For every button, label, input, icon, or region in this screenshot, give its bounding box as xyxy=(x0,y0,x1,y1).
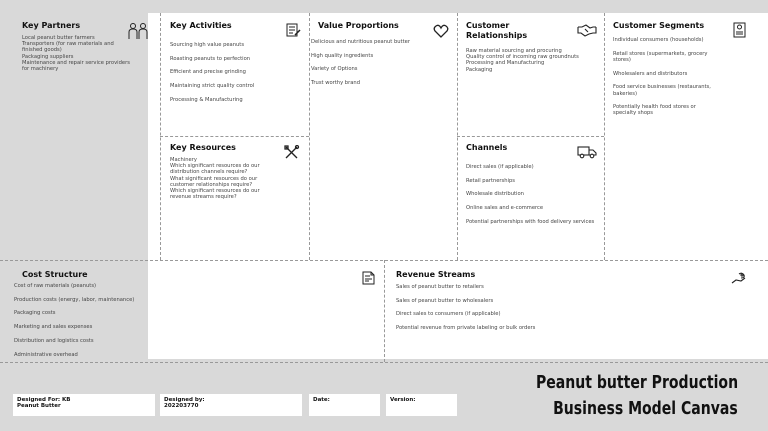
list-item: Direct sales (if applicable) xyxy=(466,164,534,170)
list-item: Packaging xyxy=(466,66,493,73)
key-partners-list xyxy=(22,35,132,72)
heart-icon xyxy=(433,23,449,37)
key-partners-title: Key Partners xyxy=(22,21,81,30)
list-item: Food service businesses (restaurants, bakeries) xyxy=(613,84,711,97)
list-item: Marketing and sales expenses xyxy=(14,324,93,331)
revenue-streams-title: Revenue Streams xyxy=(396,270,476,279)
list-item: Machinery xyxy=(170,157,197,163)
list-item: Variety of Options xyxy=(311,66,358,73)
list-item: Which significant resources do our distribution channels require? xyxy=(170,163,260,176)
list-item: Administrative overhead xyxy=(14,351,78,358)
list-item: Sourcing high value peanuts xyxy=(170,42,245,48)
divider xyxy=(309,13,310,260)
list-item: Online sales and e-commerce xyxy=(466,205,544,212)
canvas-title-line1: Peanut butter Production xyxy=(535,372,738,393)
list-item: Quality control of incoming raw groundnuts xyxy=(466,54,579,61)
list-item: Distribution and logistics costs xyxy=(14,337,94,344)
list-item: Efficient and precise grinding xyxy=(170,69,246,76)
truck-icon xyxy=(577,144,597,158)
key-activities-list xyxy=(170,42,305,111)
money-hand-icon xyxy=(731,270,747,284)
cost-structure-title: Cost Structure xyxy=(22,270,88,279)
handshake-icon xyxy=(577,22,597,36)
designed-for-field[interactable] xyxy=(13,394,155,416)
list-item: Individual consumers (households) xyxy=(613,37,704,43)
id-card-icon xyxy=(733,22,746,38)
list-item: Wholesalers and distributors xyxy=(613,70,688,77)
date-field[interactable] xyxy=(309,394,380,416)
customer-segments-list xyxy=(613,37,713,124)
list-item: Retail partnerships xyxy=(466,177,515,184)
list-item: What significant resources do our customer relationships require? xyxy=(170,175,258,188)
version-field[interactable] xyxy=(386,394,457,416)
list-item: Packaging costs xyxy=(14,310,56,317)
value-propositions-list xyxy=(311,39,453,94)
version-label: Version: xyxy=(390,397,416,403)
divider xyxy=(160,136,309,137)
list-item: Potential revenue from private labeling or bulk orders xyxy=(396,325,536,332)
designed-by-value: 202203770 xyxy=(164,403,199,409)
list-item: Sales of peanut butter to wholesalers xyxy=(396,297,494,304)
list-item: Potential partnerships with food delivery services xyxy=(466,218,595,225)
list-item: Delicious and nutritious peanut butter xyxy=(311,39,410,45)
customer-relationships-list xyxy=(466,48,596,73)
customer-segments-title: Customer Segments xyxy=(613,21,705,30)
invoice-icon xyxy=(361,270,377,284)
cost-structure-list xyxy=(14,283,184,365)
list-item: Which significant resources do our revenue streams require? xyxy=(170,188,260,201)
list-item: Cost of raw materials (peanuts) xyxy=(14,283,97,289)
designed-for-label: Designed For: KB xyxy=(17,397,71,403)
list-item: Sales of peanut butter to retailers xyxy=(396,284,484,290)
channels-list xyxy=(466,164,596,233)
list-item: Maintaining strict quality control xyxy=(170,83,255,90)
list-item: Raw material sourcing and procuring xyxy=(466,48,562,54)
list-item: High quality ingredients xyxy=(311,52,374,59)
list-item: Retail stores (supermarkets, grocery stores) xyxy=(613,50,708,63)
divider xyxy=(604,13,605,260)
list-item: Local peanut butter farmers xyxy=(22,35,95,41)
key-resources-list xyxy=(170,157,280,200)
list-item: Maintenance and repair service providers for machinery xyxy=(22,59,130,73)
divider xyxy=(457,136,604,137)
checklist-icon xyxy=(285,22,301,36)
channels-title: Channels xyxy=(466,143,508,152)
list-item: Trust worthy brand xyxy=(311,80,360,87)
key-activities-title: Key Activities xyxy=(170,21,232,30)
list-item: Potentially health food stores or specialty shops xyxy=(613,104,696,117)
date-label: Date: xyxy=(313,397,330,403)
list-item: Processing and Manufacturing xyxy=(466,60,545,67)
divider xyxy=(0,260,768,261)
canvas-title-line2: Business Model Canvas xyxy=(553,398,738,419)
list-item: Wholesale distribution xyxy=(466,191,524,198)
list-item: Transporters (for raw materials and finished goods) xyxy=(22,41,114,54)
list-item: Direct sales to consumers (if applicable) xyxy=(396,311,501,318)
list-item: Packaging suppliers xyxy=(22,53,74,60)
key-resources-title: Key Resources xyxy=(170,143,236,152)
list-item: Roasting peanuts to perfection xyxy=(170,55,251,62)
revenue-streams-list xyxy=(396,284,596,339)
divider xyxy=(384,260,385,362)
designed-for-value: Peanut Butter xyxy=(17,403,61,409)
designed-by-field[interactable] xyxy=(160,394,302,416)
list-item: Production costs (energy, labor, maintenance) xyxy=(14,296,135,303)
list-item: Processing & Manufacturing xyxy=(170,96,243,103)
tools-icon xyxy=(284,144,300,158)
value-propositions-title: Value Proportions xyxy=(318,21,399,30)
customer-relationships-title: Customer Relationships xyxy=(466,21,528,40)
designed-by-label: Designed by: xyxy=(164,397,205,403)
